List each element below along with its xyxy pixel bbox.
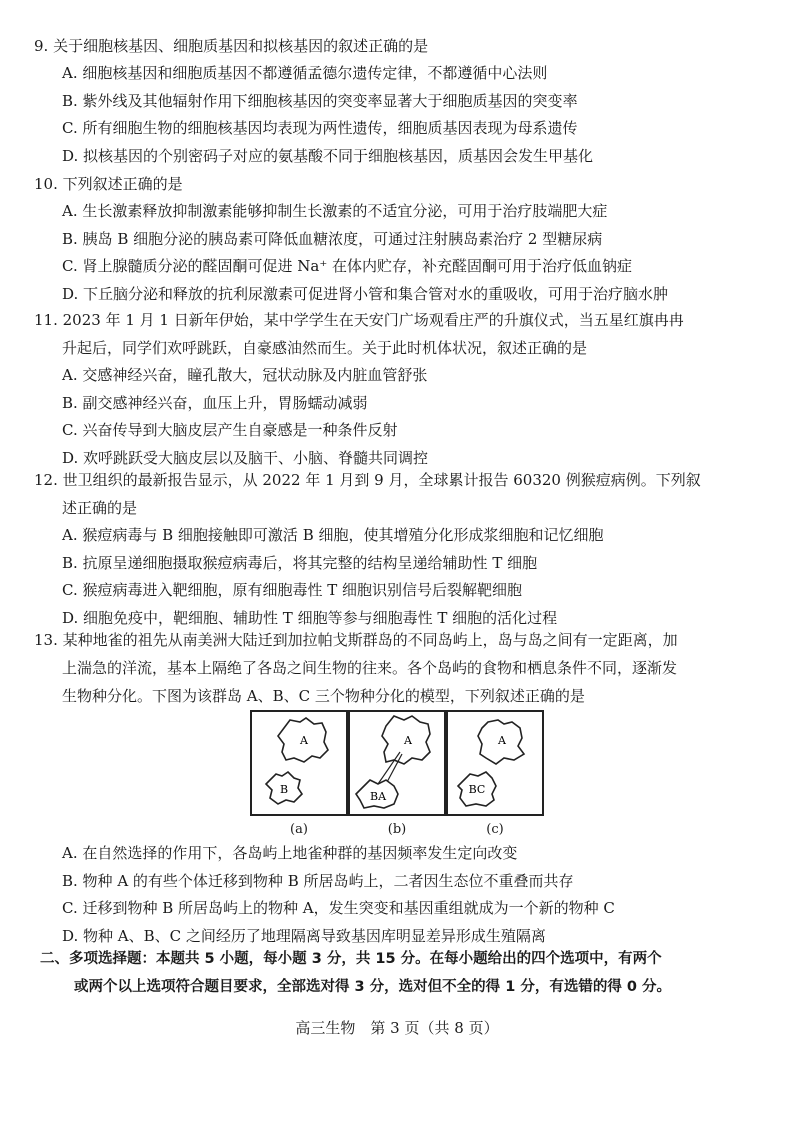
island-label: B xyxy=(279,783,289,796)
option-d: D. 细胞免疫中，靶细胞、辅助性 T 细胞等参与细胞毒性 T 细胞的活化过程 xyxy=(62,608,558,627)
page-footer: 高三生物 第 3 页（共 8 页） xyxy=(295,1019,499,1037)
option-a: A. 在自然选择的作用下，各岛屿上地雀种群的基因频率发生定向改变 xyxy=(62,844,518,862)
island-label: A xyxy=(300,734,308,747)
option-b: B. 抗原呈递细胞摄取猴痘病毒后，将其完整的结构呈递给辅助性 T 细胞 xyxy=(62,553,538,572)
question-stem-line-2: 述正确的是 xyxy=(62,499,138,517)
panel-label-c: (c) xyxy=(486,822,504,837)
question-stem: 10. 下列叙述正确的是 xyxy=(34,175,183,193)
option-d: D. 拟核基因的个别密码子对应的氨基酸不同于细胞核基因，质基因会发生甲基化 xyxy=(62,146,594,165)
option-b: B. 胰岛 B 细胞分泌的胰岛素可降低血糖浓度，可通过注射胰岛素治疗 2 型糖尿病 xyxy=(62,229,603,248)
question-13-options xyxy=(34,840,754,950)
question-stem: 9. 关于细胞核基因、细胞质基因和拟核基因的叙述正确的是 xyxy=(34,37,429,55)
question-13 xyxy=(34,626,754,710)
option-a: A. 交感神经兴奋，瞳孔散大，冠状动脉及内脏血管舒张 xyxy=(62,366,428,384)
option-d: D. 物种 A、B、C 之间经历了地理隔离导致基因库明显差异形成生殖隔离 xyxy=(62,926,546,945)
question-stem-line-2: 上湍急的洋流，基本上隔绝了各岛之间生物的往来。各个岛屿的食物和栖息条件不同，逐渐发 xyxy=(62,659,678,677)
option-c: C. 肾上腺髓质分泌的醛固酮可促进 Na⁺ 在体内贮存，补充醛固酮可用于治疗低血钠症 xyxy=(62,257,633,275)
question-stem-line-3: 生物种分化。下图为该群岛 A、B、C 三个物种分化的模型，下列叙述正确的是 xyxy=(62,687,585,705)
option-b: B. 物种 A 的有些个体迁移到物种 B 所居岛屿上，二者因生态位不重叠而共存 xyxy=(62,871,574,890)
question-12 xyxy=(34,466,754,632)
option-b: B. 副交感神经兴奋，血压上升，胃肠蠕动减弱 xyxy=(62,393,368,412)
panel-label-b: (b) xyxy=(387,822,407,837)
panel-b-drawing xyxy=(350,712,444,814)
option-d: D. 下丘脑分泌和释放的抗利尿激素可促进肾小管和集合管对水的重吸收，可用于治疗脑水肿 xyxy=(62,284,669,303)
figure-panel-c xyxy=(446,710,544,816)
question-10 xyxy=(34,170,754,308)
island-label: A xyxy=(498,734,506,747)
option-a: A. 细胞核基因和细胞质基因不都遵循孟德尔遗传定律，不都遵循中心法则 xyxy=(62,64,548,82)
question-9 xyxy=(34,32,754,170)
question-stem-line-2: 升起后，同学们欢呼跳跃，自豪感油然而生。关于此时机体状况，叙述正确的是 xyxy=(62,339,588,357)
option-a: A. 生长激素释放抑制激素能够抑制生长激素的不适宜分泌，可用于治疗肢端肥大症 xyxy=(62,202,608,220)
question-stem-line-1: 13. 某种地雀的祖先从南美洲大陆迁到加拉帕戈斯群岛的不同岛屿上，岛与岛之间有一定距离，加 xyxy=(34,631,678,649)
island-label: BA xyxy=(369,790,387,803)
island-label: A xyxy=(404,734,412,747)
section-line-1: 二、多项选择题：本题共 5 小题，每小题 3 分，共 15 分。在每小题给出的四个选项中，有两个 xyxy=(40,951,662,967)
option-d: D. 欢呼跳跃受大脑皮层以及脑干、小脑、脊髓共同调控 xyxy=(62,448,429,467)
option-c: C. 所有细胞生物的细胞核基因均表现为两性遗传，细胞质基因表现为母系遗传 xyxy=(62,119,578,137)
question-stem-line-1: 11. 2023 年 1 月 1 日新年伊始，某中学学生在天安门广场观看庄严的升旗仪式，当五星红旗冉冉 xyxy=(34,311,684,329)
option-b: B. 紫外线及其他辐射作用下细胞核基因的突变率显著大于细胞质基因的突变率 xyxy=(62,91,578,110)
section-line-2: 或两个以上选项符合题目要求，全部选对得 3 分，选对但不全的得 1 分，有选错的得 0 分。 xyxy=(74,979,672,995)
figure-panel-b xyxy=(348,710,446,816)
panel-a-drawing xyxy=(252,712,346,814)
question-11 xyxy=(34,306,754,472)
question-stem-line-1: 12. 世卫组织的最新报告显示，从 2022 年 1 月到 9 月，全球累计报告 60320 例猴痘病例。下列叙 xyxy=(34,471,701,489)
option-c: C. 兴奋传导到大脑皮层产生自豪感是一种条件反射 xyxy=(62,421,398,439)
section-multiple-choice-instructions xyxy=(40,945,754,1001)
option-c: C. 迁移到物种 B 所居岛屿上的物种 A，发生突变和基因重组就成为一个新的物种 C xyxy=(62,899,615,917)
figure-panel-a xyxy=(250,710,348,816)
island-speciation-figure xyxy=(250,710,580,840)
panel-c-drawing xyxy=(448,712,542,814)
option-c: C. 猴痘病毒进入靶细胞，原有细胞毒性 T 细胞识别信号后裂解靶细胞 xyxy=(62,581,523,599)
island-label: BC xyxy=(468,783,486,796)
option-a: A. 猴痘病毒与 B 细胞接触即可激活 B 细胞，使其增殖分化形成浆细胞和记忆细胞 xyxy=(62,526,604,544)
panel-label-a: (a) xyxy=(290,822,308,837)
